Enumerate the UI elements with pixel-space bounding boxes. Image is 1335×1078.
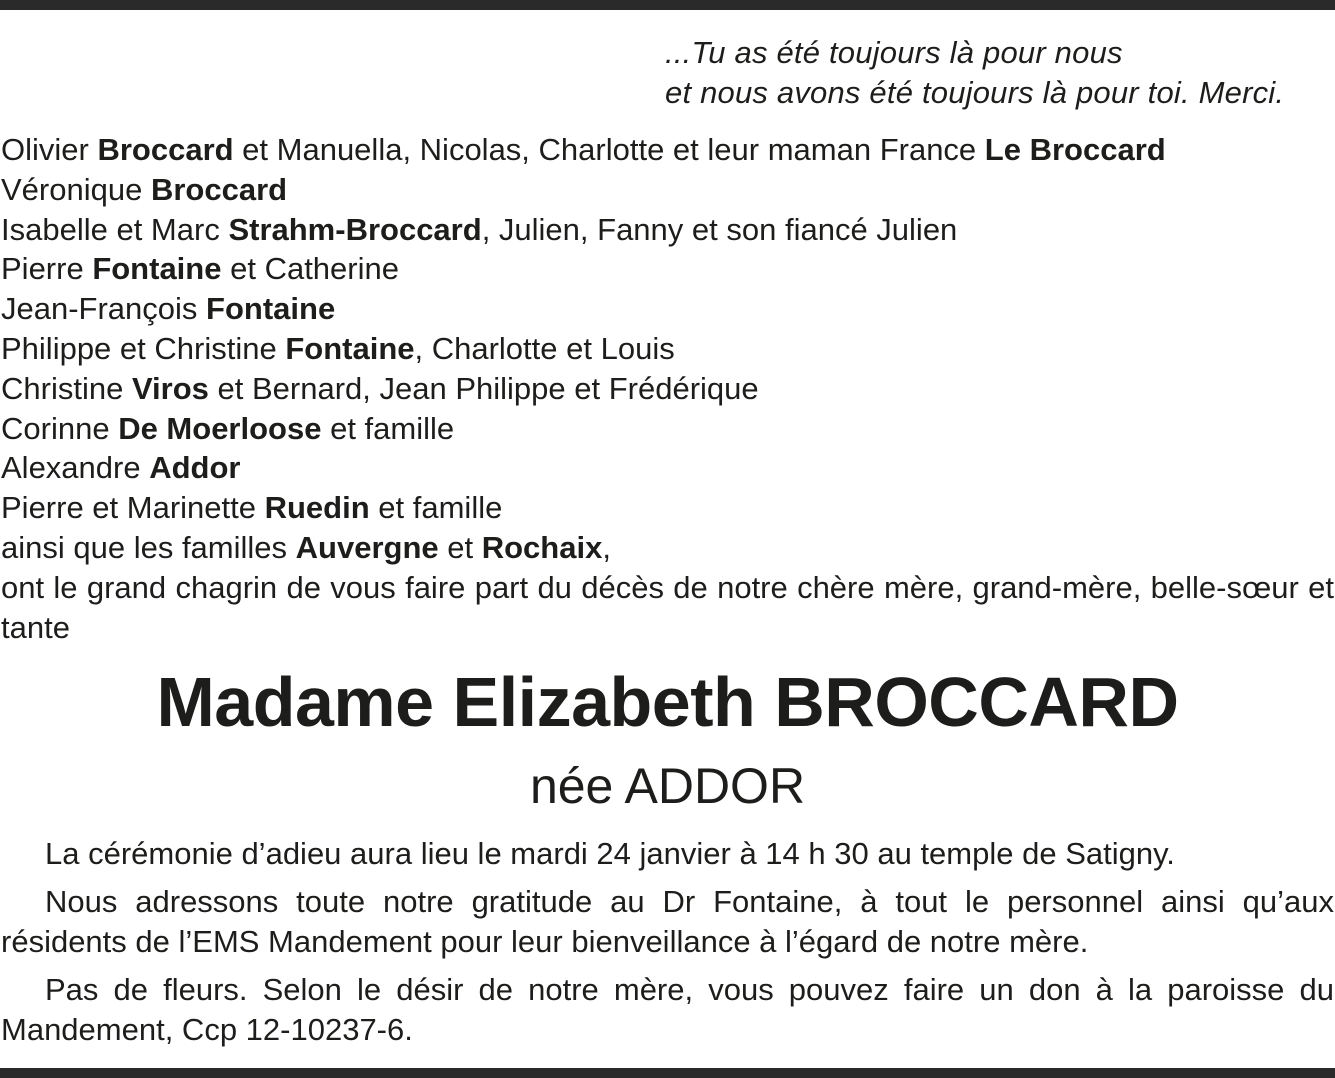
family-text: Véronique xyxy=(1,171,151,207)
family-text: et famille xyxy=(321,410,455,446)
family-text: Philippe et Christine xyxy=(1,330,286,366)
family-text: et Manuella, Nicolas, Charlotte et leur maman France xyxy=(233,132,985,167)
epigraph-line-2: et nous avons été toujours là pour toi. Merci. xyxy=(665,75,1285,110)
family-text: Olivier xyxy=(1,132,98,167)
ceremony-note: La cérémonie d’adieu aura lieu le mardi 24 janvier à 14 h 30 au temple de Satigny. xyxy=(45,836,1175,871)
family-text: ainsi que les familles xyxy=(1,529,296,565)
family-line xyxy=(1,409,1334,449)
family-line xyxy=(1,528,1334,568)
family-line xyxy=(1,249,1334,289)
family-lines xyxy=(1,130,1334,568)
family-surname: Ruedin xyxy=(264,490,370,526)
family-text: et Catherine xyxy=(221,251,399,287)
epigraph xyxy=(665,33,1284,113)
family-surname: Viros xyxy=(131,370,209,406)
family-text: Isabelle et Marc xyxy=(1,211,229,247)
family-surname: Fontaine xyxy=(206,291,336,327)
family-surname: Addor xyxy=(149,450,241,486)
family-text: et Bernard, Jean Philippe et Frédérique xyxy=(208,370,759,406)
family-line xyxy=(1,448,1334,488)
family-text: et xyxy=(438,529,482,565)
family-line xyxy=(1,170,1334,210)
family-surname: Auvergne xyxy=(295,529,439,565)
announcement: ont le grand chagrin de vous faire part du décès de notre chère mère, grand-mère, belle-sœur et tante xyxy=(1,569,1334,645)
family-surname: Rochaix xyxy=(481,529,603,565)
family-line xyxy=(1,130,1334,170)
family-surname: Strahm-Broccard xyxy=(228,211,482,247)
maiden-name: née ADDOR xyxy=(529,758,806,814)
family-surname: Fontaine xyxy=(92,251,222,287)
deceased-name: Madame Elizabeth BROCCARD xyxy=(156,663,1179,741)
family-text: Pierre xyxy=(1,251,93,287)
notes xyxy=(1,834,1334,1058)
family-list xyxy=(1,130,1334,647)
family-surname: Le Broccard xyxy=(984,132,1166,167)
family-text: , xyxy=(602,529,611,565)
family-line xyxy=(1,329,1334,369)
family-text: , Charlotte et Louis xyxy=(414,330,675,366)
family-text: Corinne xyxy=(1,410,119,446)
epigraph-line-1: ...Tu as été toujours là pour nous xyxy=(665,35,1123,70)
family-text: , Julien, Fanny et son fiancé Julien xyxy=(481,211,958,247)
family-text: Alexandre xyxy=(1,450,150,486)
family-text: et famille xyxy=(369,490,503,526)
family-line xyxy=(1,289,1334,329)
gratitude-note: Nous adressons toute notre gratitude au Dr Fontaine, à tout le personnel ainsi qu’aux résidents de l’EMS Mandement pour leur bienveillance à l’égard de notre mère. xyxy=(1,884,1334,959)
top-rule xyxy=(0,0,1335,10)
family-line xyxy=(1,210,1334,250)
family-text: Pierre et Marinette xyxy=(1,490,265,526)
family-surname: Fontaine xyxy=(285,330,415,366)
family-surname: Broccard xyxy=(150,171,288,207)
flowers-note: Pas de fleurs. Selon le désir de notre mère, vous pouvez faire un don à la paroisse du Mandement, Ccp 12-10237-6. xyxy=(1,972,1334,1047)
family-line xyxy=(1,369,1334,409)
family-surname: De Moerloose xyxy=(118,410,322,446)
family-text: Jean-François xyxy=(1,291,207,327)
family-text: Christine xyxy=(1,370,132,406)
bottom-rule xyxy=(0,1068,1335,1078)
family-line xyxy=(1,488,1334,528)
family-surname: Broccard xyxy=(97,132,234,167)
